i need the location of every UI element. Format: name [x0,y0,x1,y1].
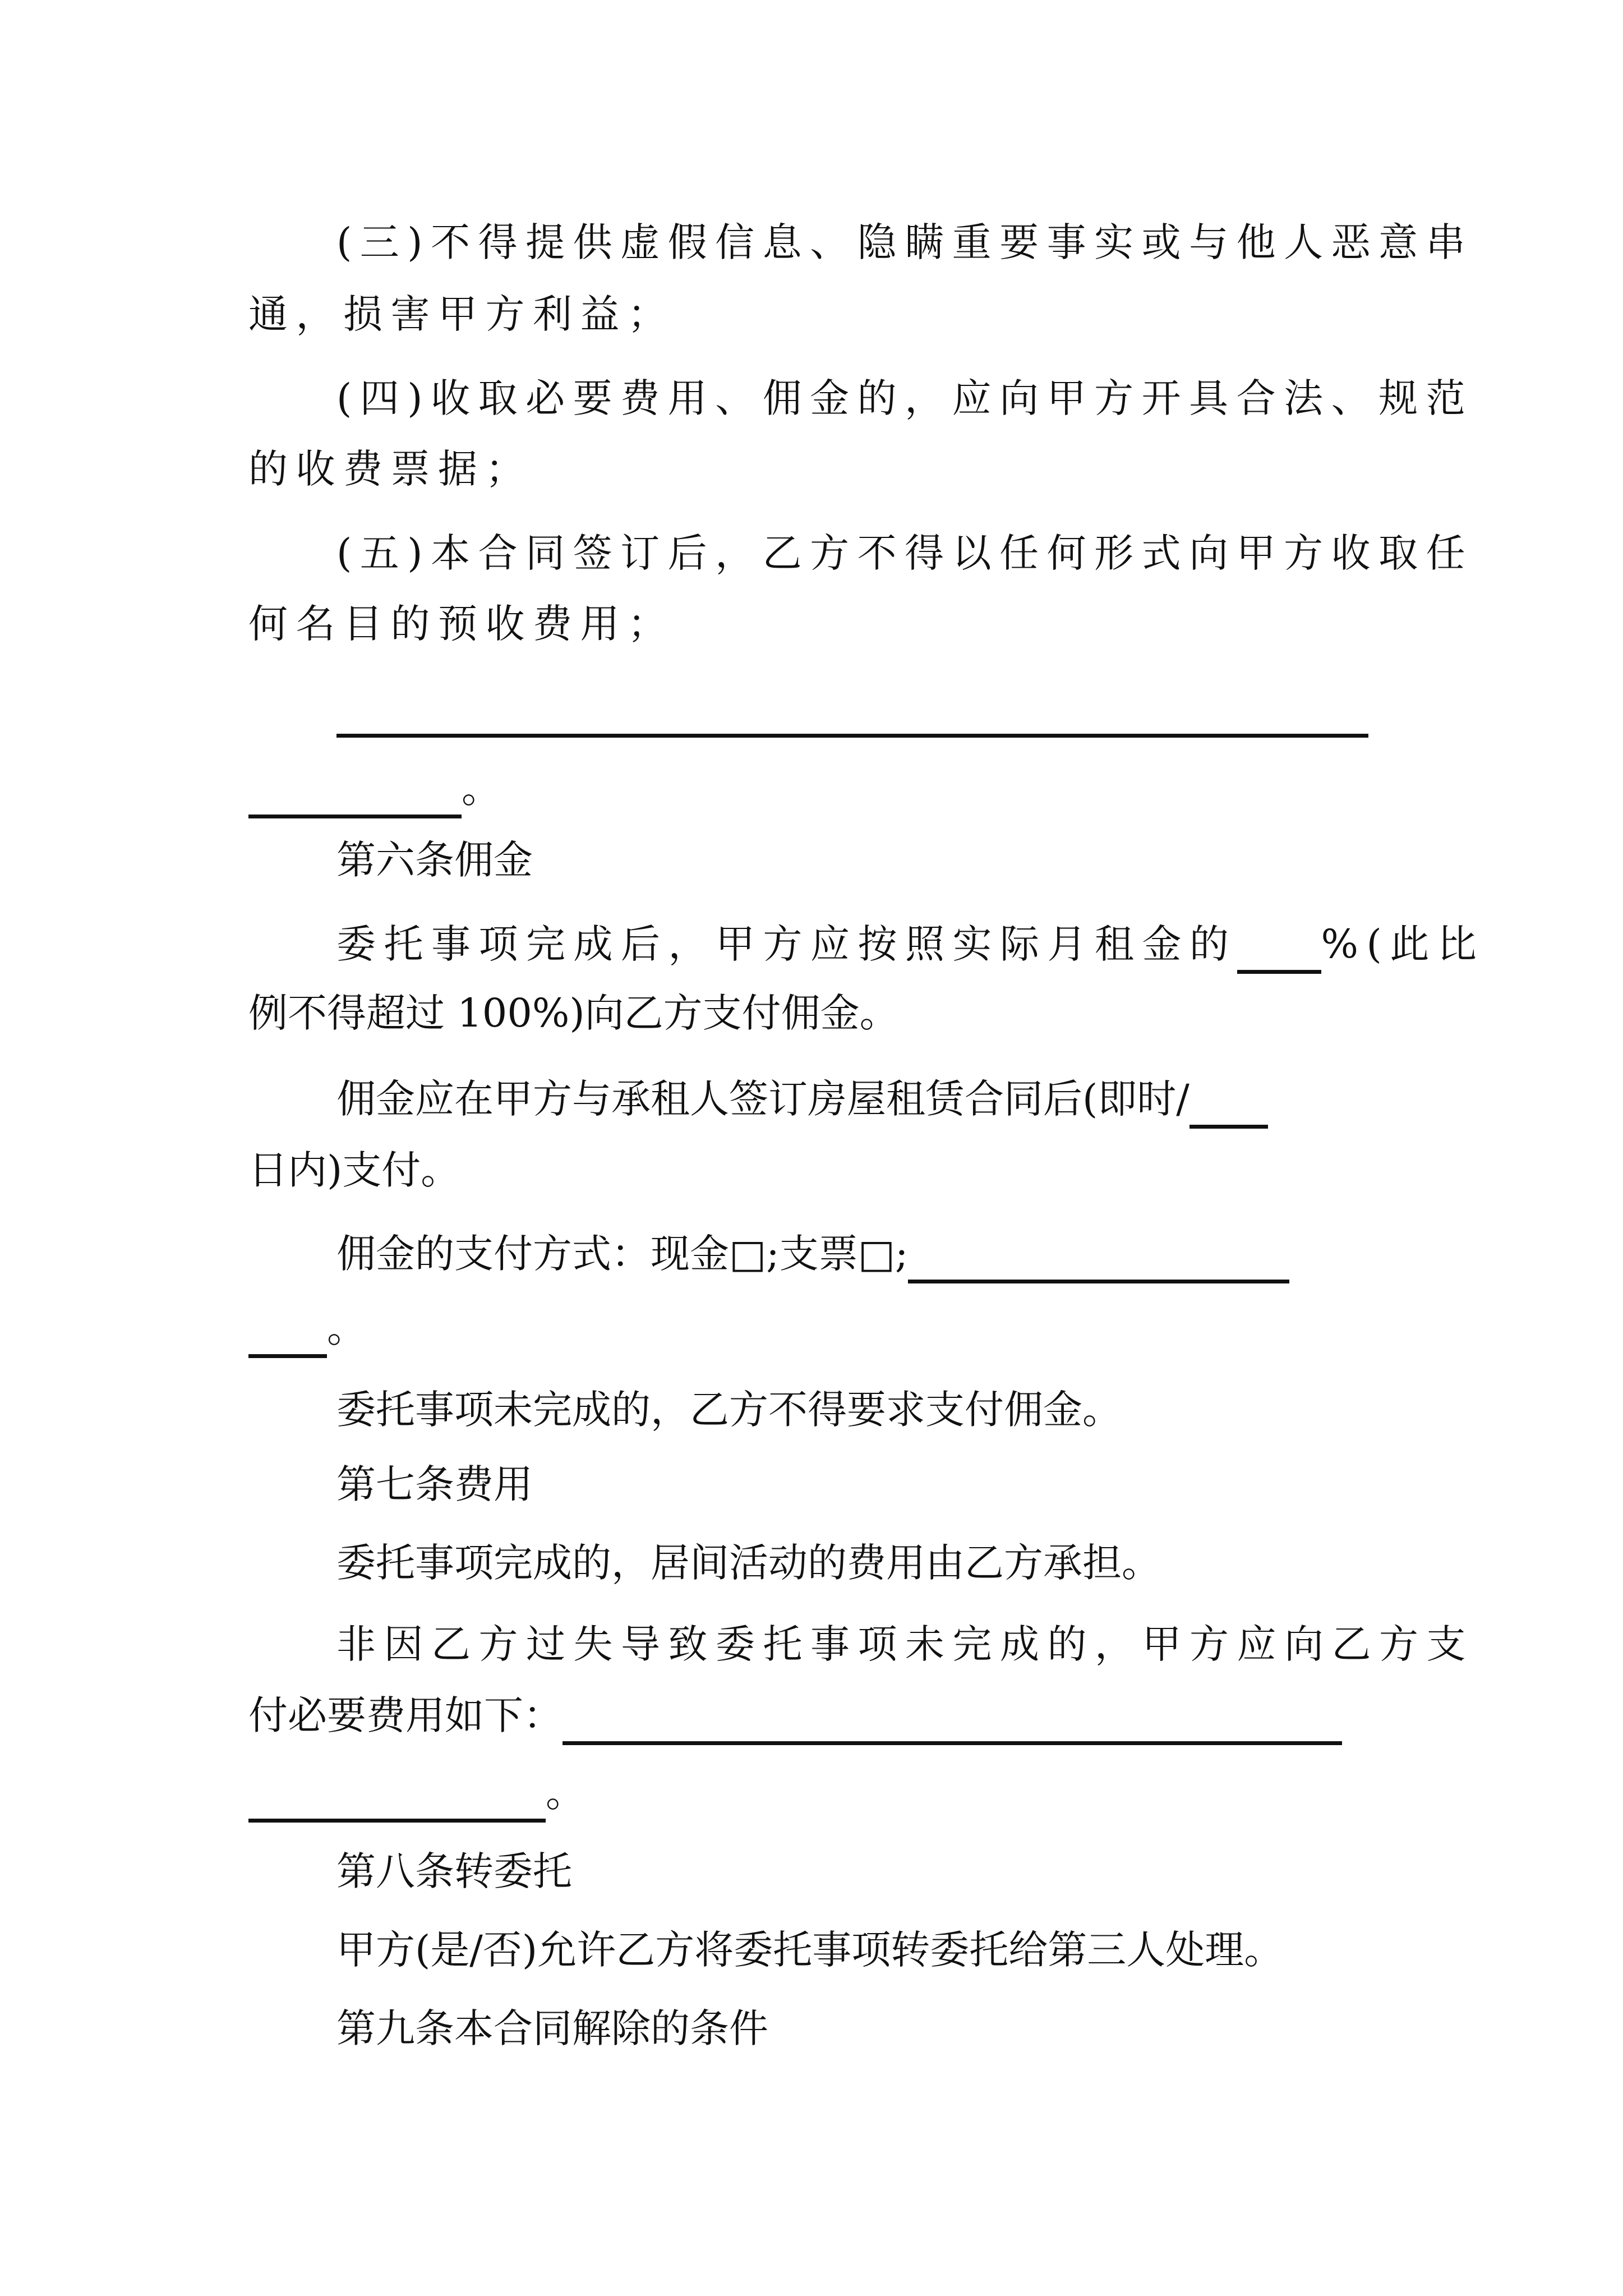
clause-3-line-2: 通，损害甲方利益； [248,291,675,337]
clause-5-line-1: (五)本合同签订后，乙方不得以任何形式向甲方收取任 [336,530,1474,576]
payment-method-blank [908,1228,1289,1283]
period: 。 [546,1770,585,1816]
article-6-p3-line-1 [336,1228,1289,1280]
article-6-p2-line-1 [336,1073,1268,1125]
clause-3-line-1: (三)不得提供虚假信息、隐瞒重要事实或与他人恶意串 [336,219,1474,265]
clause-4-line-2: 的收费票据； [248,446,533,492]
days-blank [1189,1073,1268,1129]
blank-underline [336,682,1368,738]
period: 。 [327,1305,366,1351]
article-6-p1-line-1 [336,918,1484,970]
text: 佣金的支付方式：现金□;支票□; [336,1231,909,1277]
article-7-p2-line-1: 非因乙方过失导致委托事项未完成的，甲方应向乙方支 [336,1621,1474,1667]
blank-underline [248,1303,327,1358]
article-6-p4: 委托事项未完成的，乙方不得要求支付佣金。 [336,1387,1122,1433]
necessary-fees-blank [562,1690,1342,1745]
article-9-heading: 第九条本合同解除的条件 [336,2005,768,2051]
text: 委托事项完成后，甲方应按照实际月租金的 [336,921,1237,967]
text: %(此比 [1321,921,1485,967]
blank-underline [248,763,462,818]
article-6-p3-line-2 [248,1303,366,1354]
text: 佣金应在甲方与承租人签订房屋租赁合同后(即时/ [336,1076,1189,1122]
clause-4-line-1: (四)收取必要费用、佣金的，应向甲方开具合法、规范 [336,375,1474,421]
blank-underline [248,1767,546,1823]
percentage-blank [1237,918,1321,974]
fill-line-2 [248,763,501,815]
article-8-p1: 甲方(是/否)允许乙方将委托事项转委托给第三人处理。 [336,1927,1284,1973]
text: 付必要费用如下： [248,1692,562,1738]
article-6-heading: 第六条佣金 [336,837,533,883]
article-7-p2-line-2 [248,1690,1342,1741]
article-6-p2-line-2: 日内)支付。 [248,1147,460,1193]
article-7-heading: 第七条费用 [336,1461,533,1507]
period: 。 [462,766,501,812]
article-7-p2-line-3 [248,1767,585,1819]
fill-line-1 [336,682,1368,734]
article-6-p1-line-2: 例不得超过 100%)向乙方支付佣金。 [248,990,899,1036]
article-8-heading: 第八条转委托 [336,1848,572,1894]
clause-5-line-2: 何名目的预收费用； [248,601,675,647]
article-7-p1: 委托事项完成的，居间活动的费用由乙方承担。 [336,1540,1161,1586]
